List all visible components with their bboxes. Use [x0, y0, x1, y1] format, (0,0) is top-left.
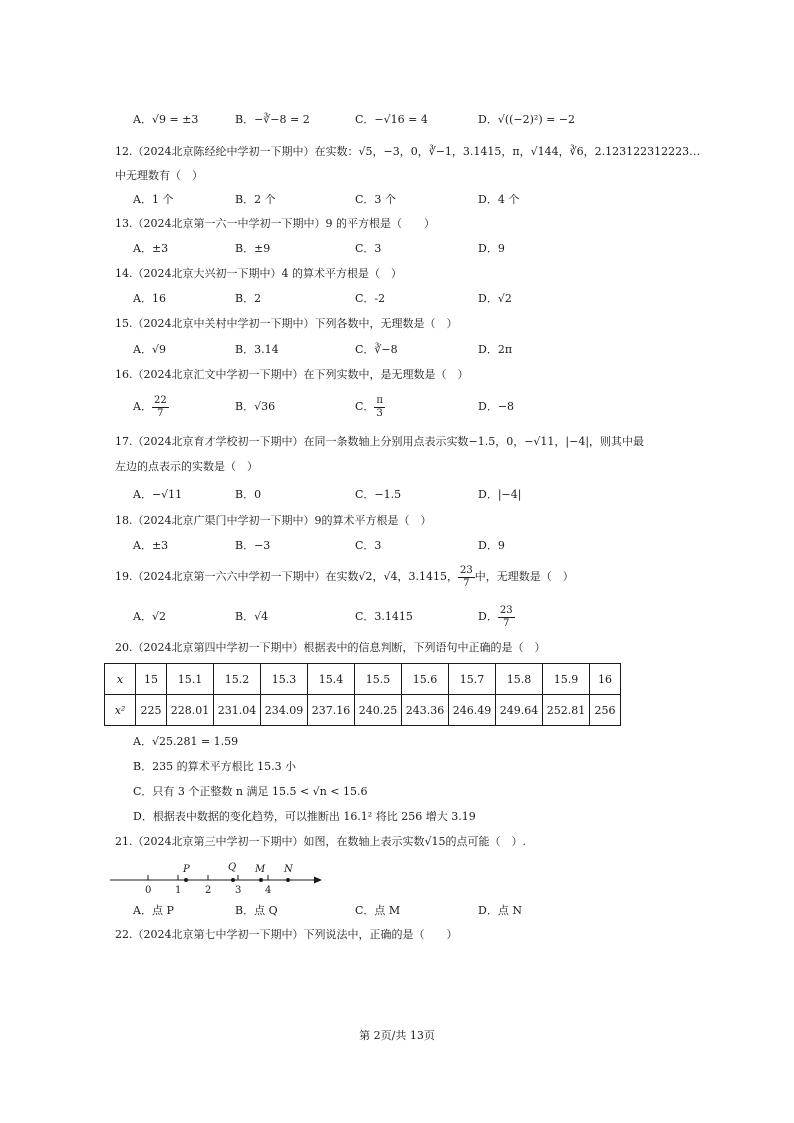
table-cell: 15.1: [167, 664, 214, 695]
q12-option-a: A．1 个: [133, 193, 174, 206]
table-cell: 240.25: [355, 695, 402, 726]
q21-stem: 21.（2024北京第三中学初一下期中）如图，在数轴上表示实数√15的点可能（ ）.: [115, 835, 526, 848]
point-m-label: M: [255, 864, 266, 875]
q19-stem-denominator: 7: [463, 577, 470, 589]
q12-option-c: C．3 个: [355, 193, 396, 206]
page-footer: 第 2页/共 13页: [359, 1029, 435, 1042]
q20-option-a: A．√25.281 = 1.59: [133, 735, 239, 748]
q16-stem: 16.（2024北京汇文中学初一下期中）在下列实数中，是无理数是（ ）: [115, 368, 469, 381]
q19-option-b: B．√4: [235, 610, 269, 623]
q19-stem-post: 中，无理数是（ ）: [474, 570, 574, 583]
table-header-x2: x²: [105, 695, 136, 726]
q16-option-a-label: A．: [133, 400, 152, 413]
q21-number-line: [108, 858, 328, 898]
q11-option-a: A．√9 = ±3: [133, 113, 199, 126]
q16-option-c: [355, 391, 385, 423]
q18-option-c: C．3: [355, 539, 382, 552]
table-header-x: x: [105, 664, 136, 695]
table-cell: 15.2: [214, 664, 261, 695]
table-cell: 231.04: [214, 695, 261, 726]
q14-option-b: B．2: [235, 292, 262, 305]
q15-option-c: C．∛−8: [355, 343, 398, 356]
q13-option-a: A．±3: [133, 242, 169, 255]
q20-data-table: [104, 663, 621, 726]
point-n-dot: [286, 878, 290, 882]
q14-option-a: A．16: [133, 292, 166, 305]
q12-stem-line2: 中无理数有（ ）: [115, 169, 203, 182]
q14-option-c: C．-2: [355, 292, 386, 305]
table-cell: 15.9: [543, 664, 590, 695]
q19-stem-fraction: [458, 565, 475, 590]
q20-option-c: C．只有 3 个正整数 n 满足 15.5 < √n < 15.6: [133, 785, 368, 798]
table-cell: 249.64: [496, 695, 543, 726]
point-p-dot: [184, 878, 188, 882]
table-cell: 246.49: [449, 695, 496, 726]
q12-option-b: B．2 个: [235, 193, 276, 206]
q16-option-c-label: C．: [355, 400, 375, 413]
table-cell: 15.7: [449, 664, 496, 695]
q19-stem-pre: 19.（2024北京第一六六中学初一下期中）在实数√2，√4，3.1415，: [115, 570, 458, 583]
table-row-x: [105, 664, 621, 695]
q21-option-d: D．点 N: [478, 904, 522, 917]
point-q-dot: [231, 878, 235, 882]
q17-option-c: C．−1.5: [355, 488, 402, 501]
table-row-x2: [105, 695, 621, 726]
q19-option-d-fraction: [498, 605, 515, 630]
q19-option-c: C．3.1415: [355, 610, 413, 623]
q17-stem-line2: 左边的点表示的实数是（ ）: [115, 460, 258, 473]
q16-option-d: D．−8: [478, 400, 515, 413]
q19-option-d-numerator: 23: [499, 604, 513, 616]
q16-option-c-denominator: 3: [376, 407, 383, 419]
q11-option-b: B．−∛−8 = 2: [235, 113, 310, 126]
table-cell: 252.81: [543, 695, 590, 726]
q11-option-d: D．√((−2)²) = −2: [478, 113, 576, 126]
q16-option-c-numerator: π: [376, 394, 383, 406]
q15-option-b: B．3.14: [235, 343, 279, 356]
q20-option-b: B．235 的算术平方根比 15.3 小: [133, 760, 297, 773]
q17-stem-line1: 17.（2024北京育才学校初一下期中）在同一条数轴上分别用点表示实数−1.5，0，−√11，|−4|，则其中最: [115, 435, 645, 448]
q13-option-d: D．9: [478, 242, 505, 255]
q18-stem: 18.（2024北京广渠门中学初一下期中）9的算术平方根是（ ）: [115, 514, 432, 527]
point-q-label: Q: [228, 862, 237, 873]
table-cell: 15.4: [308, 664, 355, 695]
table-cell: 15: [136, 664, 167, 695]
q15-option-a: A．√9: [133, 343, 166, 356]
q14-stem: 14.（2024北京大兴初一下期中）4 的算术平方根是（ ）: [115, 267, 402, 280]
q15-stem: 15.（2024北京中关村中学初一下期中）下列各数中，无理数是（ ）: [115, 317, 458, 330]
q18-option-a: A．±3: [133, 539, 169, 552]
q17-option-d: D．|−4|: [478, 488, 522, 501]
q19-option-d-label: D．: [478, 610, 498, 623]
q18-option-d: D．9: [478, 539, 505, 552]
q17-option-a: A．−√11: [133, 488, 183, 501]
q14-option-d: D．√2: [478, 292, 512, 305]
q16-option-a-fraction: [152, 395, 169, 420]
q11-option-c: C．−√16 = 4: [355, 113, 428, 126]
table-cell: 15.6: [402, 664, 449, 695]
table-cell: 234.09: [261, 695, 308, 726]
table-cell: 16: [590, 664, 621, 695]
q20-stem: 20.（2024北京第四中学初一下期中）根据表中的信息判断，下列语句中正确的是（ ）: [115, 641, 546, 654]
q19-stem: [115, 561, 574, 593]
table-cell: 256: [590, 695, 621, 726]
q19-option-a: A．√2: [133, 610, 166, 623]
table-cell: 243.36: [402, 695, 449, 726]
q21-option-b: B．点 Q: [235, 904, 278, 917]
table-cell: 237.16: [308, 695, 355, 726]
q18-option-b: B．−3: [235, 539, 271, 552]
q12-option-d: D．4 个: [478, 193, 520, 206]
tick-label-2: 2: [205, 885, 212, 896]
tick-label-1: 1: [175, 885, 182, 896]
q13-option-b: B．±9: [235, 242, 271, 255]
point-n-label: N: [284, 864, 293, 875]
q19-option-d: [478, 601, 515, 633]
q22-stem: 22.（2024北京第七中学初一下期中）下列说法中，正确的是（ ）: [115, 928, 458, 941]
table-cell: 225: [136, 695, 167, 726]
q20-option-d: D．根据表中数据的变化趋势，可以推断出 16.1² 将比 256 增大 3.19: [133, 810, 476, 823]
q16-option-a: [133, 391, 169, 423]
q13-stem: 13.（2024北京第一六一中学初一下期中）9 的平方根是（ ）: [115, 217, 435, 230]
q16-option-c-fraction: [374, 395, 385, 420]
q19-stem-numerator: 23: [460, 564, 473, 576]
table-cell: 15.8: [496, 664, 543, 695]
number-line-arrow-icon: [314, 877, 322, 884]
q13-option-c: C．3: [355, 242, 382, 255]
table-cell: 15.5: [355, 664, 402, 695]
point-p-label: P: [183, 864, 190, 875]
q19-option-d-denominator: 7: [503, 617, 510, 629]
table-cell: 15.3: [261, 664, 308, 695]
tick-label-3: 3: [235, 885, 242, 896]
q15-option-d: D．2π: [478, 343, 513, 356]
q17-option-b: B．0: [235, 488, 262, 501]
q16-option-a-numerator: 22: [153, 394, 167, 406]
q16-option-b: B．√36: [235, 400, 276, 413]
q12-stem-line1: 12.（2024北京陈经纶中学初一下期中）在实数：√5，−3，0，∛−1，3.1415，π，√144，∛6，2.123122312223…: [115, 145, 701, 158]
q21-option-a: A．点 P: [133, 904, 174, 917]
q16-option-a-denominator: 7: [157, 407, 164, 419]
q21-option-c: C．点 M: [355, 904, 401, 917]
table-cell: 228.01: [167, 695, 214, 726]
point-m-dot: [259, 878, 263, 882]
tick-label-0: 0: [145, 885, 152, 896]
tick-label-4: 4: [265, 885, 272, 896]
